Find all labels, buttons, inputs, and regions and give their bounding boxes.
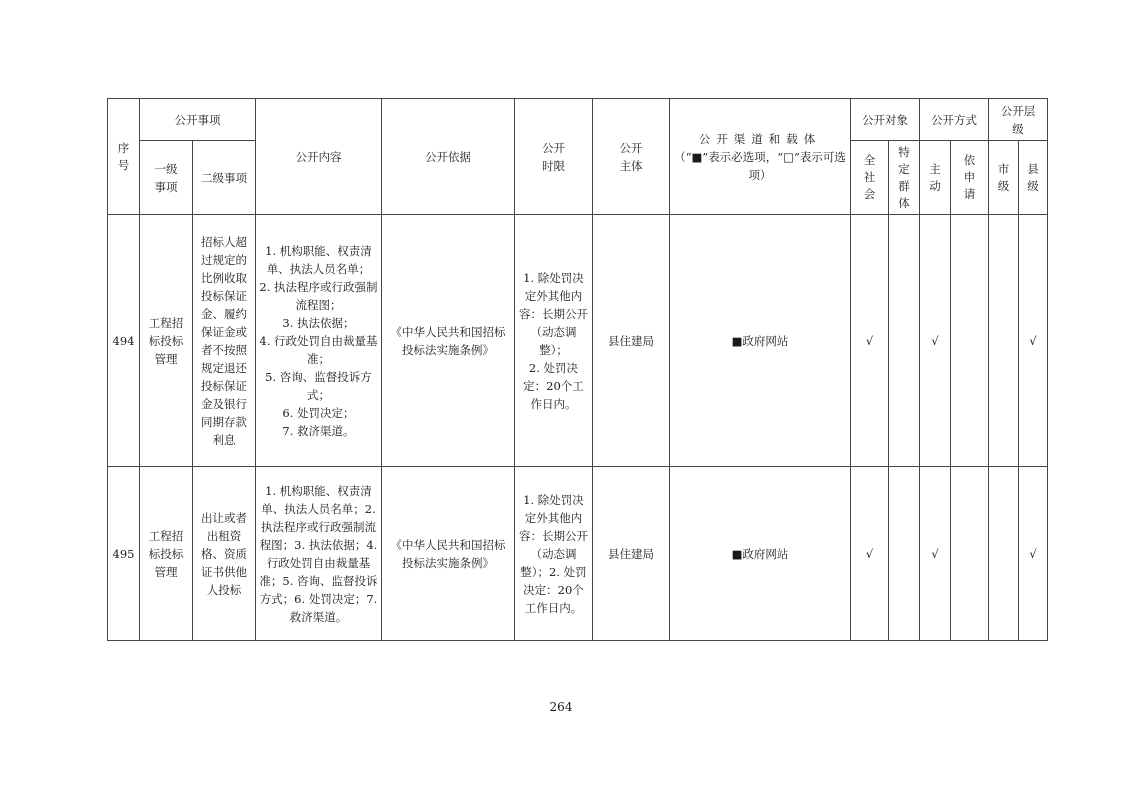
row-channel: ■政府网站 <box>670 467 851 641</box>
header-level: 公开层级 <box>989 99 1048 141</box>
header-content: 公开内容 <box>256 99 382 215</box>
row-active: √ <box>920 467 951 641</box>
table-row <box>108 215 1048 467</box>
table-row <box>108 467 1048 641</box>
header-target-all: 全社会 <box>851 141 889 215</box>
row-level1: 工程招标投标管理 <box>140 215 193 467</box>
row-specific-group <box>889 215 920 467</box>
row-time-limit: 1. 除处罚决定外其他内容：长期公开（动态调整）；2. 处罚决定：20个工作日内。 <box>515 467 593 641</box>
content-item: 5. 咨询、监督投诉方式； <box>265 369 372 402</box>
header-matter: 公开事项 <box>140 99 256 141</box>
header-channel-note: （“■”表示必选项，“□”表示可选项） <box>674 149 846 182</box>
row-basis: 《中华人民共和国招标投标法实施条例》 <box>382 467 515 641</box>
row-channel: ■政府网站 <box>670 215 851 467</box>
row-all-society: √ <box>851 467 889 641</box>
header-level2: 二级事项 <box>193 141 256 215</box>
time-limit-item: 2. 处罚决定：20个工作日内。 <box>523 360 584 411</box>
header-level1: 一级事项 <box>140 141 193 215</box>
header-time-limit: 公开时限 <box>515 99 593 215</box>
row-level2: 出让或者出租资格、资质证书供他人投标 <box>193 467 256 641</box>
row-county: √ <box>1019 215 1048 467</box>
header-level-county: 县级 <box>1019 141 1048 215</box>
row-subject: 县住建局 <box>593 467 670 641</box>
header-method-request: 依申请 <box>951 141 989 215</box>
header-subject: 公开主体 <box>593 99 670 215</box>
disclosure-table <box>107 98 1048 641</box>
header-seq: 序号 <box>108 99 140 215</box>
header-method-active: 主动 <box>920 141 951 215</box>
header-target-specific: 特定群体 <box>889 141 920 215</box>
header-channel <box>670 99 851 215</box>
row-time-limit <box>515 215 593 467</box>
row-level2: 招标人超过规定的比例收取投标保证金、履约保证金或者不按照规定退还投标保证金及银行同期存款利息 <box>193 215 256 467</box>
row-content: 1. 机构职能、权责清单、执法人员名单；2. 执法程序或行政强制流程图；3. 执法依据；4. 行政处罚自由裁量基准；5. 咨询、监督投诉方式；6. 处罚决定；7. 救济渠道。 <box>256 467 382 641</box>
row-county: √ <box>1019 467 1048 641</box>
content-item: 7. 救济渠道。 <box>282 423 355 438</box>
page-number: 264 <box>549 700 573 714</box>
content-item: 4. 行政处罚自由裁量基准； <box>259 333 378 366</box>
header-channel-title: 公开渠道和载体 <box>698 131 822 146</box>
header-basis: 公开依据 <box>382 99 515 215</box>
row-specific-group <box>889 467 920 641</box>
header-method: 公开方式 <box>920 99 989 141</box>
row-subject: 县住建局 <box>593 215 670 467</box>
header-level-city: 市级 <box>989 141 1019 215</box>
row-city <box>989 215 1019 467</box>
row-city <box>989 467 1019 641</box>
row-seq: 494 <box>108 215 140 467</box>
content-item: 2. 执法程序或行政强制流程图； <box>259 279 378 312</box>
row-active: √ <box>920 215 951 467</box>
row-basis: 《中华人民共和国招标投标法实施条例》 <box>382 215 515 467</box>
row-level1: 工程招标投标管理 <box>140 467 193 641</box>
content-item: 3. 执法依据； <box>282 315 355 330</box>
header-target: 公开对象 <box>851 99 920 141</box>
row-seq: 495 <box>108 467 140 641</box>
time-limit-item: 1. 除处罚决定外其他内容：长期公开（动态调整）； <box>519 270 588 357</box>
row-content <box>256 215 382 467</box>
row-on-request <box>951 467 989 641</box>
content-item: 1. 机构职能、权责清单、执法人员名单； <box>265 243 372 276</box>
content-item: 6. 处罚决定； <box>282 405 355 420</box>
row-on-request <box>951 215 989 467</box>
row-all-society: √ <box>851 215 889 467</box>
